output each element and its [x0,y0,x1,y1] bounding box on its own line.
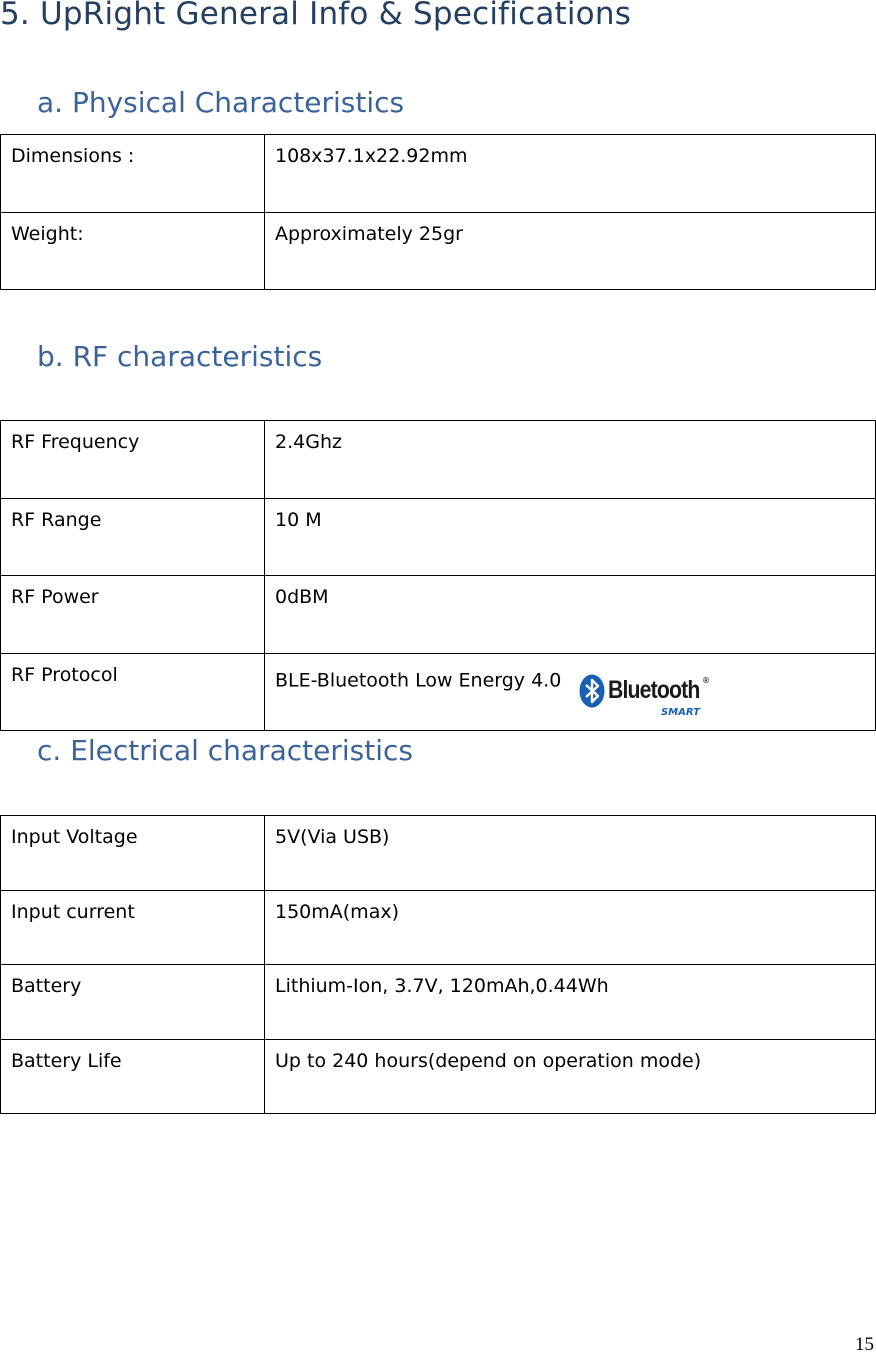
spec-label [1,498,265,576]
table-row [1,576,876,654]
spec-value [265,965,876,1040]
spec-value-text: 5V(Via USB) [275,826,390,848]
table-row [1,890,876,965]
table-row [1,498,876,576]
spec-value-text: Lithium-Ion, 3.7V, 120mAh,0.44Wh [275,975,609,997]
spec-value-text: Up to 240 hours(depend on operation mode) [275,1049,702,1072]
bluetooth-icon [579,674,605,708]
spec-value [265,890,876,965]
spec-label-text: Input current [11,900,135,923]
spec-value-text: 108x37.1x22.92mm [275,145,468,167]
bluetooth-wordmark: Bluetooth [608,676,700,704]
spec-value [265,498,876,576]
spec-label-text: RF Protocol [11,663,118,686]
spec-label [1,1039,265,1114]
spec-label-text: RF Frequency [11,431,140,453]
rf-table [0,420,876,731]
spec-label [1,421,265,499]
bluetooth-smart-logo [579,674,710,718]
section-heading-rf: b. RF characteristics [37,340,323,373]
spec-value-text: Approximately 25gr [275,222,463,245]
spec-value [265,212,876,290]
spec-label [1,965,265,1040]
spec-label-text: Battery [11,975,82,997]
spec-value-text: 0dBM [275,586,329,608]
spec-value [265,816,876,891]
spec-value [265,1039,876,1114]
spec-label-text: Weight: [11,222,84,245]
page-title: 5. UpRight General Info & Specifications [0,0,632,32]
spec-label [1,135,265,213]
table-row [1,1039,876,1114]
table-row [1,135,876,213]
bluetooth-smart-label: SMART [660,706,700,718]
registered-mark: ® [701,676,710,685]
spec-label [1,816,265,891]
spec-value-text: 2.4Ghz [275,431,342,453]
spec-value [265,421,876,499]
section-heading-physical: a. Physical Characteristics [37,86,405,119]
table-row [1,816,876,891]
spec-value [265,653,876,731]
table-row [1,421,876,499]
spec-value-text: 150mA(max) [275,900,399,923]
section-heading-electrical: c. Electrical characteristics [37,734,413,767]
spec-label-text: RF Power [11,586,99,608]
spec-value-text: BLE-Bluetooth Low Energy 4.0 [275,669,562,691]
spec-value [265,576,876,654]
spec-label-text: Battery Life [11,1049,122,1072]
table-row [1,212,876,290]
spec-label [1,890,265,965]
spec-value-text: 10 M [275,508,322,531]
spec-label [1,212,265,290]
spec-label [1,653,265,731]
spec-label [1,576,265,654]
spec-label-text: RF Range [11,508,102,531]
table-row [1,653,876,731]
spec-label-text: Input Voltage [11,826,138,848]
page-number: 15 [855,1334,874,1355]
electrical-table [0,815,876,1114]
spec-value [265,135,876,213]
spec-label-text: Dimensions : [11,145,135,167]
physical-table [0,134,876,290]
table-row [1,965,876,1040]
